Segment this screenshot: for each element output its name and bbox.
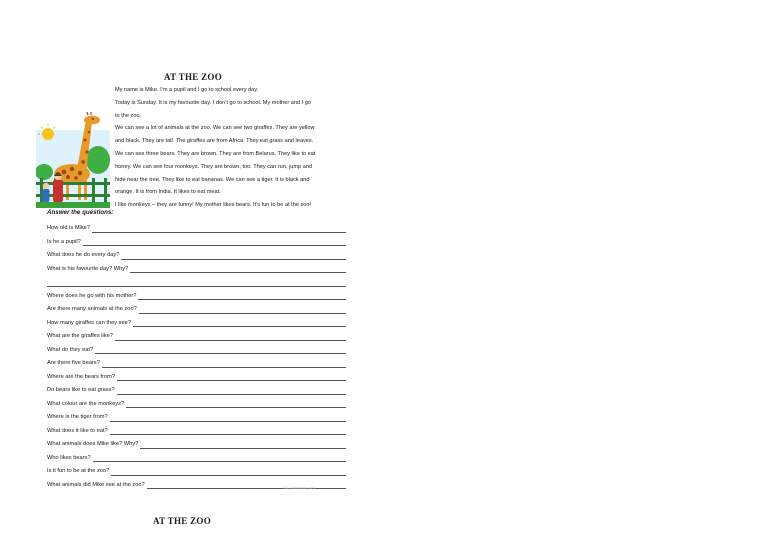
answer-line[interactable] bbox=[121, 259, 346, 260]
answer-line[interactable] bbox=[115, 340, 346, 341]
question-text: Where is the tiger from? bbox=[47, 414, 108, 420]
story-line: to the zoo. bbox=[115, 112, 142, 119]
answer-line[interactable] bbox=[102, 367, 346, 368]
question-text: Who likes bears? bbox=[47, 454, 91, 461]
question-text: How old is Mike? bbox=[47, 225, 90, 231]
story-line: We can see a lot of animals at the zoo. We can see two giraffes. They are yellow bbox=[115, 125, 315, 132]
question-text: Is it fun to be at the zoo? bbox=[47, 468, 110, 474]
story-line: I like monkeys – they are funny! My mother likes bears. It’s fun to be at the zoo! bbox=[115, 202, 312, 209]
answer-line[interactable] bbox=[47, 286, 346, 287]
question-text: What animals did Mike see at the zoo? bbox=[47, 481, 145, 488]
story-line: My name is Mike. I’m a pupil and I go to school every day. bbox=[115, 87, 259, 93]
question-text: What colour are the monkeys? bbox=[47, 400, 125, 407]
giraffe-illustration bbox=[36, 112, 110, 208]
question-text: Are there many animals at the zoo? bbox=[47, 306, 137, 312]
answer-line[interactable] bbox=[139, 313, 346, 314]
question-text: How many giraffes can they see? bbox=[47, 319, 131, 326]
story-line: orange. It is from India. It likes to eat meat. bbox=[115, 189, 221, 196]
answer-line[interactable] bbox=[111, 475, 346, 476]
question-text: Where does he go with his mother? bbox=[47, 292, 137, 299]
answer-line[interactable] bbox=[138, 299, 346, 300]
question-text: Do bears like to eat grass? bbox=[47, 387, 115, 393]
answer-line[interactable] bbox=[117, 380, 346, 381]
question-text: Is he a pupil? bbox=[47, 238, 81, 245]
story-line: and black. They are tall. The giraffes are from Africa. They eat grass and leaves. bbox=[115, 138, 314, 145]
story-line: We can see three bears. They are brown. They are from Belarus. They like to eat bbox=[115, 150, 316, 157]
question-text: What does he do every day? bbox=[47, 252, 120, 258]
watermark: iSLCollective.com bbox=[283, 485, 315, 490]
answer-line[interactable] bbox=[147, 488, 346, 489]
answer-line[interactable] bbox=[140, 448, 346, 449]
story-line: honey. We can see four monkeys. They are brown, too. They can run, jump and bbox=[115, 163, 313, 170]
answer-line[interactable] bbox=[110, 421, 346, 422]
story-line: hide near the tree. They like to eat bananas. We can see a tiger. It is black and bbox=[115, 176, 310, 183]
question-text: What is his favourite day? Why? bbox=[47, 265, 129, 272]
worksheet-title: AT THE ZOO bbox=[164, 72, 223, 82]
answer-line[interactable] bbox=[133, 326, 346, 327]
answer-line[interactable] bbox=[110, 434, 346, 435]
answer-line[interactable] bbox=[117, 394, 346, 395]
answer-line[interactable] bbox=[126, 407, 346, 408]
question-text: What does it like to eat? bbox=[47, 427, 108, 434]
worksheet-title-bottom: AT THE ZOO bbox=[153, 516, 212, 526]
answer-line[interactable] bbox=[92, 232, 346, 233]
question-text: What animals does Mike like? Why? bbox=[47, 441, 139, 447]
answer-line[interactable] bbox=[93, 461, 346, 462]
question-text: What do they eat? bbox=[47, 346, 94, 353]
question-text: What are the giraffes like? bbox=[47, 333, 113, 339]
reading-text bbox=[115, 84, 351, 212]
question-text: Where are the bears from? bbox=[47, 373, 115, 380]
answer-line[interactable] bbox=[83, 245, 346, 246]
questions-heading: Answer the questions: bbox=[47, 209, 114, 216]
answer-line[interactable] bbox=[95, 353, 346, 354]
story-line: Today is Sunday. It is my favourite day. I don’t go to school. My mother and I go bbox=[115, 99, 311, 106]
answer-line[interactable] bbox=[130, 272, 346, 273]
question-text: Are there five bears? bbox=[47, 360, 100, 366]
